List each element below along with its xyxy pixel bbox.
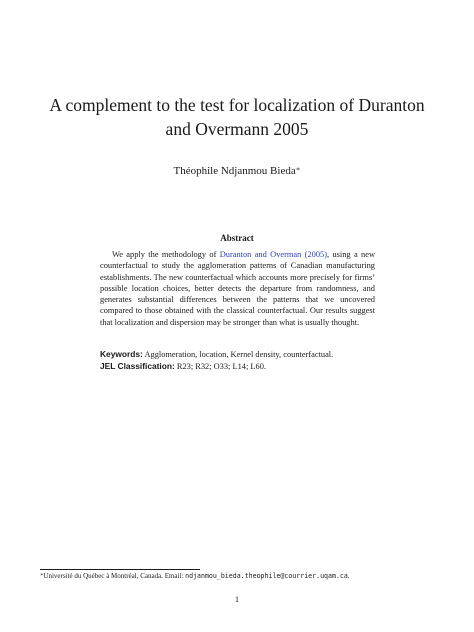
page-number: 1 [234,594,240,604]
abstract-text-start: We apply the methodology of [112,250,220,259]
footnote-mark: ∗ [40,573,44,578]
footnote-affiliation: Université du Québec à Montréal, Canada. Email: [43,572,186,580]
citation-link[interactable]: Duranton and Overman (2005) [219,250,328,259]
title-line-2: and Overmann 2005 [165,119,309,139]
keywords-label: Keywords: [100,349,143,359]
jel-label: JEL Classification: [100,361,175,371]
author-name: Théophile Ndjanmou Bieda [173,165,296,177]
title-line-1: A complement to the test for localization of Duranton [49,95,425,115]
footnote [40,572,440,581]
abstract-heading: Abstract [220,233,254,243]
keywords-line [100,349,375,360]
jel-line [100,361,375,372]
abstract-text [100,249,375,328]
jel-value: R23; R32; O33; L14; L60. [174,362,266,371]
footnote-email[interactable]: ndjanmou_bieda.theophile@courrier.uqam.ca [185,572,348,580]
author-footnote-mark[interactable]: ∗ [295,165,301,173]
abstract-text-rest: , using a new counterfactual to study the agglomeration patterns of Canadian manufacturing establishments. The new counterfactual which accounts more precisely for firms’ possible location choices, better detects the departure from randomness, and generates substantial differences between the patterns that we uncovered compared to those obtained with the classical counterfactual. Our results suggest that localization and dispersion may be stronger than what is usually thought. [100,250,375,327]
author-line [40,164,434,178]
keywords-value: Agglomeration, location, Kernel density, counterfactual. [142,350,334,359]
footnote-end: . [347,572,350,580]
paper-title [40,93,434,141]
footnote-rule [40,569,200,570]
